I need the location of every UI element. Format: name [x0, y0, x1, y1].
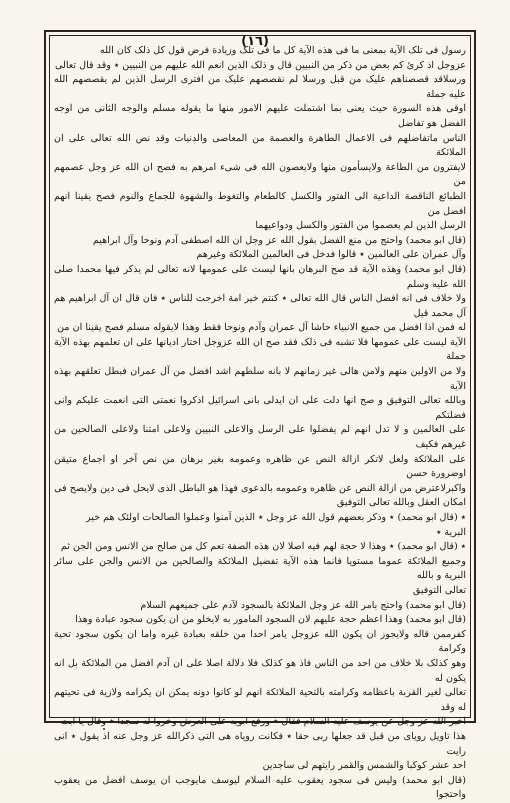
text-line: واکبرلاعترض من ازالة النص عن ظاهره وعمومه بالدعوی فهذا هو الباطل الذی لایحل فی دین ولایصح فی [54, 482, 466, 494]
text-line: الناس ماتفاضلهم فی الاعمال الطاهرة والعصمة من المعاصی والدنیات وقد نص الله تعالی علی ان الملائکة [54, 132, 466, 159]
scan-speck [103, 728, 105, 730]
text-line: تعالی لغیر القربة باعظامه وکرامته بالتحیة الملائکة انهم لو کانوا دونه یمکن ان یکرامه ولازیة فی تحیتهم له وقد [54, 687, 466, 713]
text-line: الآیة لیست علی عمومها فلا تشبه فی ذلک فقد صح ان الله عزوجل اختار ادیانها علی ان تعلمهم بهذه الآیة جملة [54, 336, 466, 363]
text-line: الرسل الذین لم یعصموا من الفتور والکسل ودواعیهما [255, 220, 466, 232]
text-line: ٭ (قال ابو محمد) ٭ وهذا لا حجة لهم فیه اصلا لان هذه الصفة تعم کل من صالح من الانس ومن الجن ثم [60, 541, 466, 553]
text-line: (قال ابو محمد) وهذه الآیة قد صح البرهان بانها لیست علی عمومها لانه تعالی لم یذکر فیها محمدا صلی الله علیه وسلم [54, 263, 466, 290]
text-line: رسول فی تلک الآیة بمعنی ما فی هذه الآیة کل ما فی تلک وزیادة فرض قول کل ذلک کان الله [99, 45, 466, 56]
text-line: ٭ (قال ابو محمد) ٭ وذکر بعضهم قول الله عز وجل ٭ الذین آمنوا وعملوا الصالحات اولئک هم خیر [86, 512, 466, 523]
text-line: (قال ابو محمد) ولیس فی سجود یعقوب علیه السلام لیوسف مایوجب ان یوسف افضل من یعقوب واحتجوا [54, 774, 466, 801]
text-line: ولا من الاولین منهم ولامن هالی غیر زمانهم لا بانه سلطهم اشد افضل من آل عمران فبطل تعلقهم بهذه الآیة [54, 366, 466, 392]
text-line: ورسلاقد قصصناهم علیک من قبل ورسلا لم نقصصهم علیک من افتری الرسل الذین لم یقصصهم الله علیه جملة [54, 74, 466, 100]
text-line: علی الملائکة ولعل لاتکر ازالة النص عن ظاهره وعمومه بغیر برهان من نص آخر او اجماع متیقن اوضرورة حسن [54, 453, 466, 480]
text-line: (قال ابو محمد) واحتج بامر الله عز وجل الملائکة بالسجود لآدم علی جمیعهم السلام [140, 599, 466, 611]
text-line: ولا خلاف فی انه افضل الناس قال الله تعالی ٭ کنتم خیر امة اخرجت للناس ٭ فان قال ان آل ابراهیم هم آل محمد قیل [54, 293, 466, 319]
text-line: امکان العقل وبالله تعالی التوفیق [336, 497, 466, 509]
text-line: احد عشر کوکبا والشمس والقمر رایتهم لی ساجدین [262, 760, 466, 772]
page-number: (١٦) [241, 34, 269, 49]
text-line: لایفترون من الطاعة ولایسأمون منها ولایعصون الله فی شیء امرهم به فصح ان الله عز وجل عصمهم من [54, 161, 466, 188]
text-line: البریة ٭ [436, 526, 466, 538]
text-line: له فمن اذا افضل من جمیع الانبیاء حاشا آل عمران وآدم ونوحا فقط وهذا لایقوله مسلم فصح یقینا ان من [57, 322, 466, 334]
text-line: (قال ابو محمد) واحتج من منع الفضل بقول الله عز وجل ان الله اصطفی آدم ونوحا وآل ابراهیم [92, 234, 466, 246]
text-line: اخبر الله عز وجل عن یوسف علیه السلام فقال ٭ ورفع ابویه علی العرش وخروا له سجدا ٭ وقال یا ابت [60, 716, 466, 728]
text-line: عزوجل اذ کرئ کم بعض من ذکر من النبیین قال و ذلک الذین انعم الله علیهم من النبیین ٭ وقد قال تعالی [54, 59, 466, 71]
text-line: کفرممن قاله ولایجوز ان یکون الله عزوجل یامر احدا من خلقه بعبادة غیره واما ان یکون سجود تحیة وکرامة [54, 628, 466, 655]
text-line: علی العالمین و لا تدل انهم لم یفضلوا علی الرسل والاعلی النبیین ولاعلی امتنا ولاعلی الصالحین من غیرهم فکیف [54, 424, 466, 451]
text-line: وآل عمران علی العالمین ٭ قالوا فدخل فی العالمین الملائکة وغیرهم [196, 249, 466, 261]
text-line: اوقی هذه السورة حیث یعنی بما اشتملت علیهم الامور منها ما یقوله مسلم والوجه الثانی من اوجه الفضل هو تفاضل [54, 103, 466, 129]
text-line: الطبائع الناقصة الداعیة الی الفتور والکسل کالطعام والتغوط والشهوة للجماع والنوم فصح یقینا انهم افضل من [54, 190, 466, 217]
text-line: تعالی التوفیق [412, 584, 466, 596]
text-line: وبالله تعالی التوفیق و صح انها دلت علی ان ایدلی بانی اسرائیل اذکروا نعمتی التی انعمت علیکم وانی فضلتکم [54, 395, 466, 421]
text-line: وهو کذلک بلا خلاف من احد من الناس فاذ هو کذلک فلا دلالة اصلا علی ان آدم افضل من الملائکة بل انه یکون له [54, 657, 466, 684]
body-text [54, 44, 466, 801]
text-line: هذا تاویل رویای من قبل قد جعلها ربی حقا ٭ فکانت رویاه هی التی ذکرالله عز وجل عنه اذ یقول ٭ انی رایت [54, 730, 466, 757]
text-line: (قال ابو محمد) وهذا اعظم حجة علیهم لان السجود المامور به لایخلو من ان یکون سجود عبادة وهذا [75, 614, 466, 626]
text-line: وجمیع الملائکة عموما مستویا فانما هذه الآیة تفضیل الملائکة والصالحین من الانس والجن علی سائر البریة و بالله [54, 555, 466, 582]
